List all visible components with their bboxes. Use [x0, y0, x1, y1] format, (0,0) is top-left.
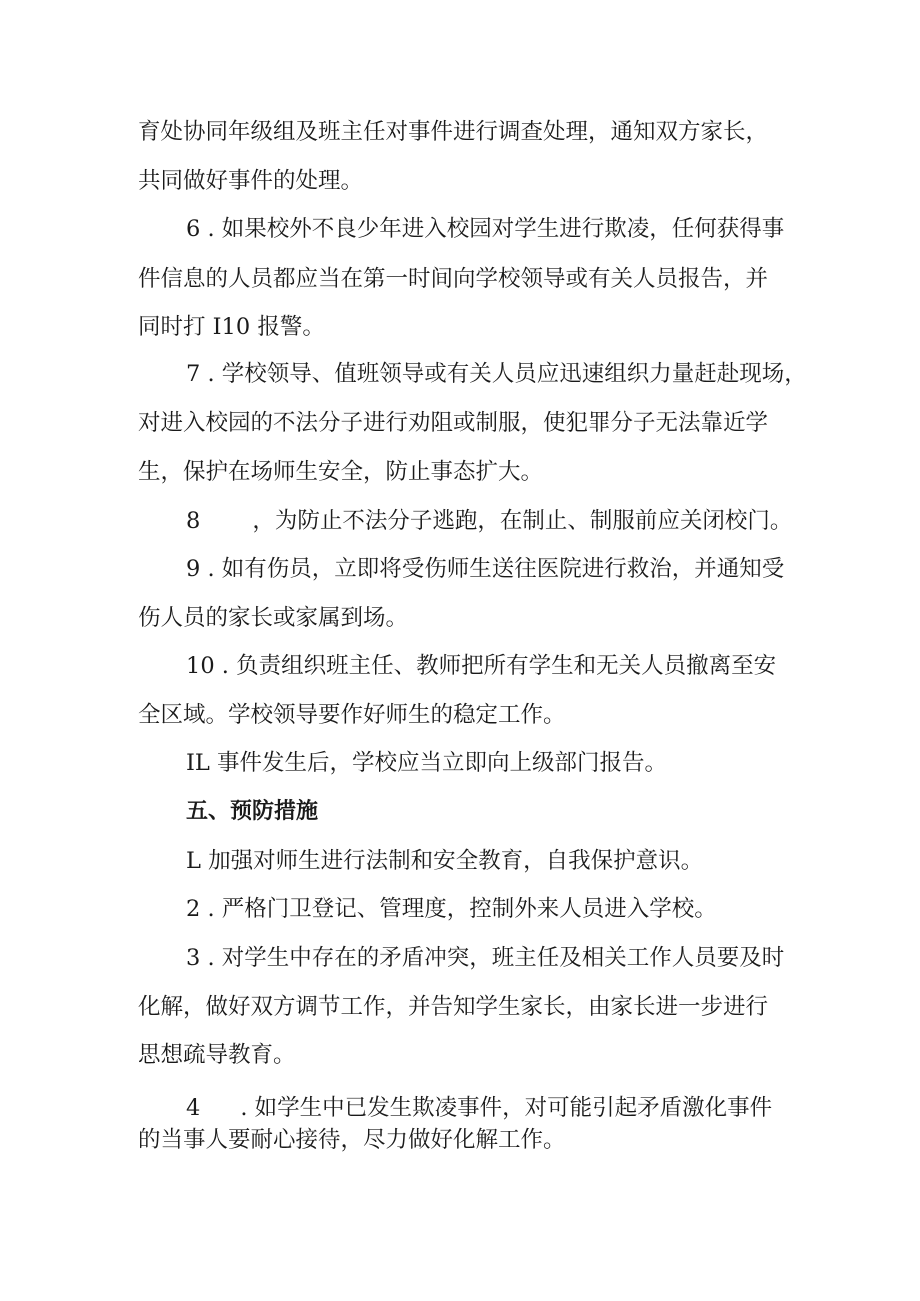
text-line — [186, 506, 798, 536]
text-line: 的当事人要耐心接待，尽力做好化解工作。 — [138, 1127, 566, 1153]
item-text: ，为防止不法分子逃跑，在制止、制服前应关闭校门。 — [252, 508, 793, 534]
section-heading: 五、预防措施 — [186, 799, 319, 824]
item-number: 4 — [186, 1095, 201, 1121]
text-line: 生，保护在场师生安全，防止事态扩大。 — [138, 459, 544, 485]
item-text: . 如学生中已发生欺凌事件，对可能引起矛盾激化事件 — [240, 1095, 773, 1121]
text-line: L 加强对师生进行法制和安全教育，自我保护意识。 — [186, 848, 704, 874]
text-line: 育处协同年级组及班主任对事件进行调查处理，通知双方家长， — [138, 119, 769, 145]
text-line: 全区域。学校领导要作好师生的稳定工作。 — [138, 702, 566, 728]
text-line: 件信息的人员都应当在第一时间向学校领导或有关人员报告，并 — [138, 266, 769, 292]
text-line: 6 . 如果校外不良少年进入校园对学生进行欺凌，任何获得事 — [186, 216, 785, 242]
text-line: 7 . 学校领导、值班领导或有关人员应迅速组织力量赶赴现场， — [186, 361, 807, 387]
text-line: 伤人员的家长或家属到场。 — [138, 605, 409, 631]
text-line: 思想疏导教育。 — [138, 1042, 296, 1068]
text-line — [186, 1093, 798, 1123]
text-line: 对进入校园的不法分子进行劝阻或制服，使犯罪分子无法靠近学 — [138, 410, 769, 436]
text-line: 10 . 负责组织班主任、教师把所有学生和无关人员撤离至安 — [186, 653, 777, 679]
text-line: 9 . 如有伤员，立即将受伤师生送往医院进行救治，并通知受 — [186, 556, 785, 582]
item-number: 8 — [186, 508, 201, 534]
text-line: 共同做好事件的处理。 — [138, 168, 364, 194]
text-line: 3 . 对学生中存在的矛盾冲突，班主任及相关工作人员要及时 — [186, 945, 785, 971]
text-line: 同时打 I10 报警。 — [138, 314, 325, 340]
text-line: IL 事件发生后，学校应当立即向上级部门报告。 — [186, 750, 667, 776]
text-line: 化解，做好双方调节工作，并告知学生家长，由家长进一步进行 — [138, 994, 769, 1020]
text-line: 2 . 严格门卫登记、管理度，控制外来人员进入学校。 — [186, 896, 717, 922]
